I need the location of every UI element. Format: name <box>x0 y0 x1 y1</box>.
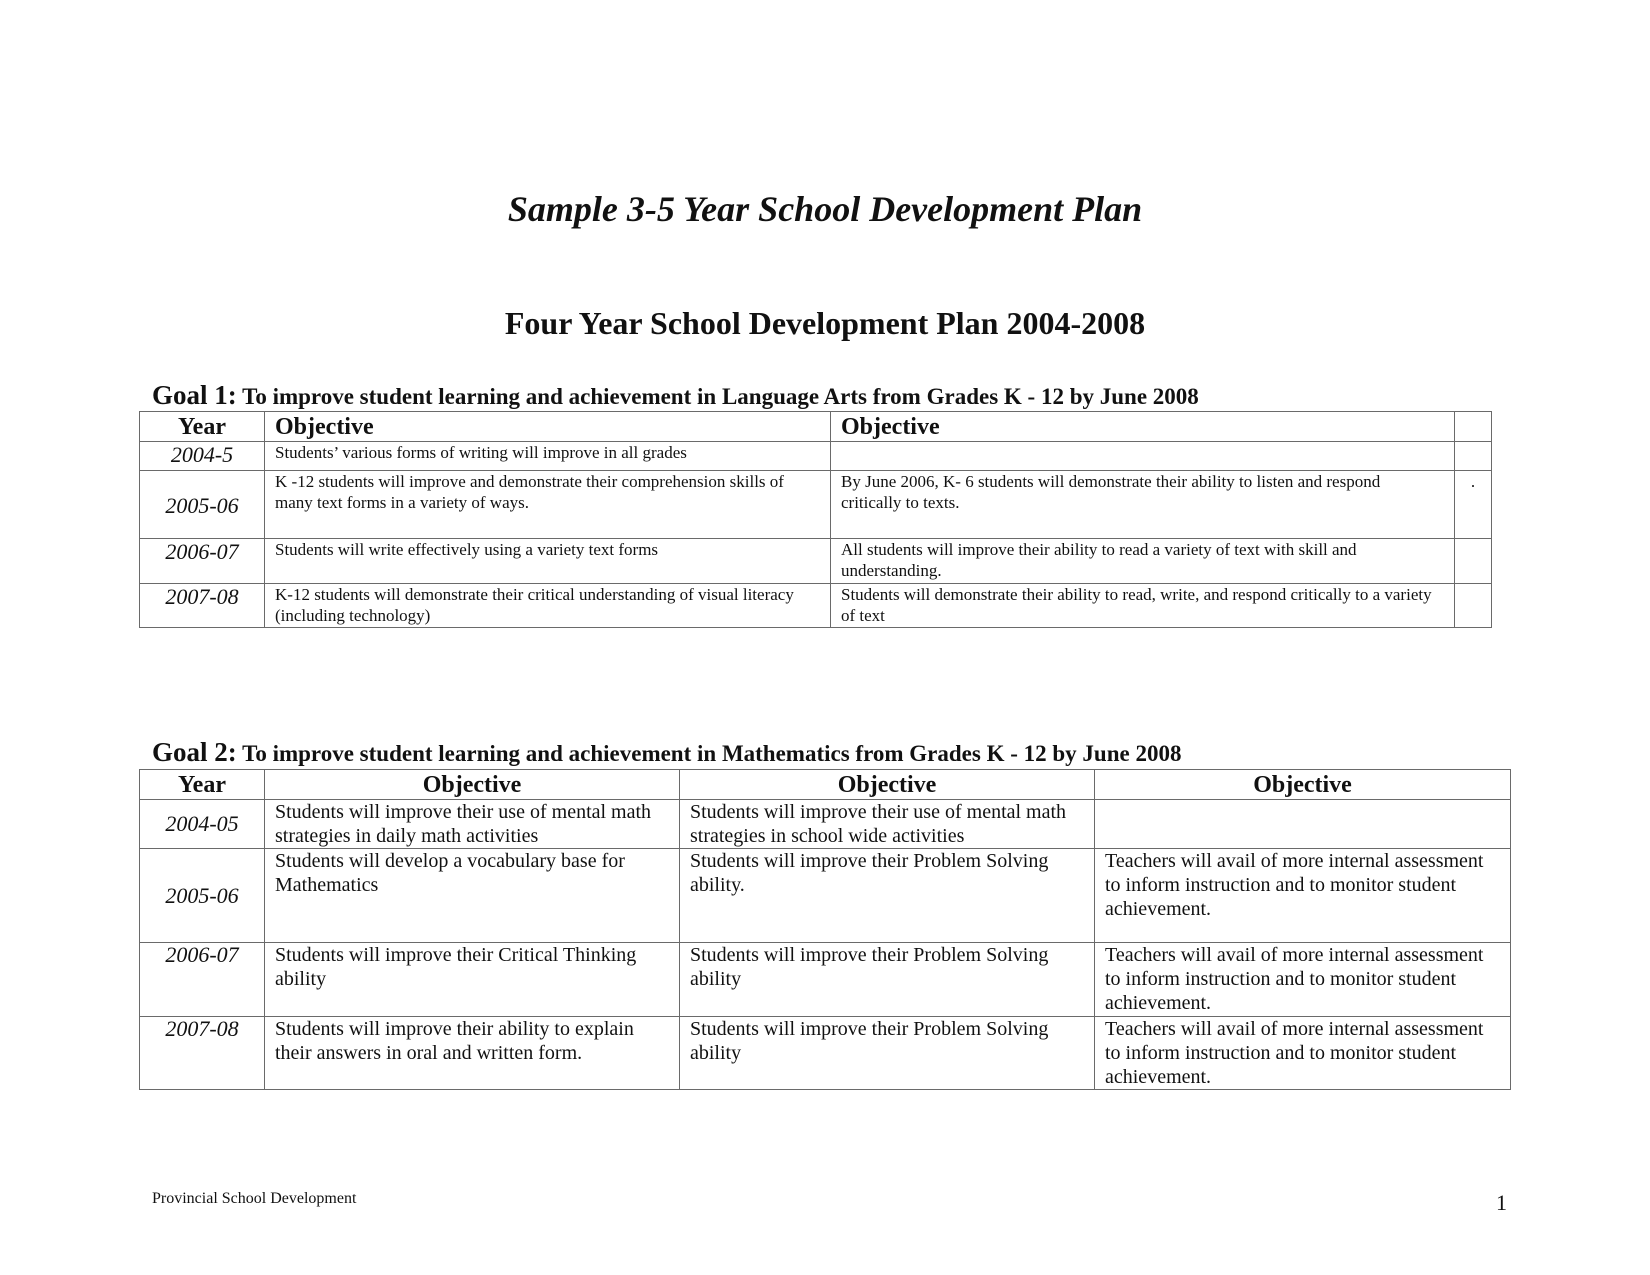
table-header-row <box>140 770 1511 800</box>
objective-cell <box>831 442 1455 471</box>
goal1-label: Goal 1: <box>152 380 237 410</box>
column-header-empty <box>1455 412 1492 442</box>
objective-cell <box>1095 800 1511 849</box>
column-header-year: Year <box>140 770 265 800</box>
objective-cell: K -12 students will improve and demonstrate their comprehension skills of many text forms in a variety of ways. <box>265 471 831 539</box>
objective-cell: Students will improve their Problem Solving ability <box>680 943 1095 1017</box>
table-row <box>140 442 1492 471</box>
plan-title: Four Year School Development Plan 2004-2008 <box>504 305 1146 341</box>
objective-cell: K-12 students will demonstrate their critical understanding of visual literacy (including technology) <box>265 584 831 628</box>
page-number: 1 <box>1496 1190 1507 1215</box>
table-row <box>140 539 1492 584</box>
objective-cell: Students will develop a vocabulary base for Mathematics <box>265 849 680 943</box>
objective-cell: Students will improve their Problem Solving ability <box>680 1017 1095 1090</box>
year-cell: 2005-06 <box>140 849 265 943</box>
objective-cell: Students will write effectively using a variety text forms <box>265 539 831 584</box>
extra-cell <box>1455 584 1492 628</box>
table-row <box>140 584 1492 628</box>
year-cell: 2006-07 <box>140 539 265 584</box>
extra-cell <box>1455 442 1492 471</box>
goal2-label: Goal 2: <box>152 737 237 767</box>
year-cell: 2004-5 <box>140 442 265 471</box>
objective-cell: By June 2006, K- 6 students will demonstrate their ability to listen and respond critically to texts. <box>831 471 1455 539</box>
table-row <box>140 800 1511 849</box>
objective-cell: Teachers will avail of more internal assessment to inform instruction and to monitor student achievement. <box>1095 1017 1511 1090</box>
column-header-year: Year <box>140 412 265 442</box>
objective-cell: Students will demonstrate their ability to read, write, and respond critically to a variety of text <box>831 584 1455 628</box>
goal1-text: To improve student learning and achievement in Language Arts from Grades K - 12 by June 2008 <box>242 384 1199 409</box>
goal2-table <box>139 769 1511 1090</box>
year-cell: 2007-08 <box>140 584 265 628</box>
year-cell: 2005-06 <box>140 471 265 539</box>
column-header-objective: Objective <box>831 412 1455 442</box>
goal1-heading <box>152 380 1199 411</box>
objective-cell: All students will improve their ability to read a variety of text with skill and understanding. <box>831 539 1455 584</box>
document-title: Sample 3-5 Year School Development Plan <box>507 189 1143 229</box>
objective-cell: Students will improve their Problem Solving ability. <box>680 849 1095 943</box>
footer-text: Provincial School Development <box>152 1190 357 1207</box>
column-header-objective: Objective <box>1095 770 1511 800</box>
column-header-objective: Objective <box>680 770 1095 800</box>
goal1-table <box>139 411 1492 628</box>
objective-cell: Students will improve their use of mental math strategies in school wide activities <box>680 800 1095 849</box>
objective-cell: Teachers will avail of more internal assessment to inform instruction and to monitor student achievement. <box>1095 849 1511 943</box>
year-cell: 2007-08 <box>140 1017 265 1090</box>
table-row <box>140 849 1511 943</box>
column-header-objective: Objective <box>265 770 680 800</box>
table-header-row <box>140 412 1492 442</box>
goal2-heading <box>152 737 1181 768</box>
table-row <box>140 943 1511 1017</box>
column-header-objective: Objective <box>265 412 831 442</box>
goal2-text: To improve student learning and achievement in Mathematics from Grades K - 12 by June 2008 <box>242 741 1182 766</box>
year-cell: 2006-07 <box>140 943 265 1017</box>
objective-cell: Students will improve their ability to explain their answers in oral and written form. <box>265 1017 680 1090</box>
table-row <box>140 471 1492 539</box>
objective-cell: Teachers will avail of more internal assessment to inform instruction and to monitor student achievement. <box>1095 943 1511 1017</box>
year-cell: 2004-05 <box>140 800 265 849</box>
objective-cell: Students will improve their use of mental math strategies in daily math activities <box>265 800 680 849</box>
objective-cell: Students’ various forms of writing will improve in all grades <box>265 442 831 471</box>
extra-cell <box>1455 539 1492 584</box>
extra-cell: . <box>1455 471 1492 539</box>
objective-cell: Students will improve their Critical Thinking ability <box>265 943 680 1017</box>
table-row <box>140 1017 1511 1090</box>
